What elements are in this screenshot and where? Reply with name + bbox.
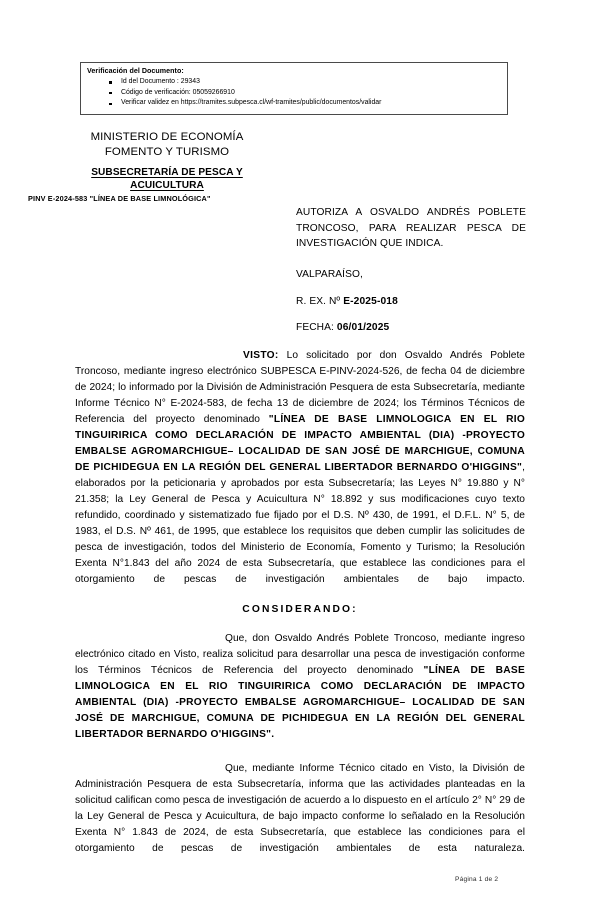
- paragraph-visto: [75, 348, 525, 588]
- considerando-1-text: Que, don Osvaldo Andrés Poblete Troncoso, mediante ingreso electrónico citado en Visto, realiza solicitud para desarrollar una pesca de investigación conforme los Términos Técnicos de Referencia del proyecto denominado: [75, 633, 525, 677]
- considerando-2-text: Que, mediante Informe Técnico citado en Visto, la División de Administración Pesquera de esta Subsecretaría, informa que las actividades planteadas en la solicitud califican como pesca de investigación de acuerdo a lo dispuesto en el artículo 2° N° 29 de la Ley General de Pesca y Acuicultura, de bajo impacto conforme lo señalado en la Resolución Exenta N° 1.843 de 2024, de esta Subsecretaría, que establece las condiciones para el otorgamiento de pescas de investigación ambientales de esta naturaleza.: [75, 763, 525, 855]
- resolution-number-value: E-2025-018: [343, 295, 398, 307]
- visto-text-part-2: , elaborados por la peticionaria y aprobados por esta Subsecretaría; las Leyes N° 19.880 y N° 21.358; la Ley General de Pesca y Acuicultura N° 18.892 y sus modificaciones cuyo texto refundido, coordinado y sistematizado fue fijado por el D.S. Nº 430, de 1991, el D.F.L. N° 5, de 1983, el D.S. Nº 461, de 1995, que establece los requisitos que deben cumplir las solicitudes de pesca de investigación, todos del Ministerio de Economía, Fomento y Turismo; la Resolución Exenta N°1.843 del año 2024 de esta Subsecretaría, que establece las condiciones para el otorgamiento de pescas de investigación ambientales de bajo impacto.: [75, 462, 525, 586]
- verification-item-url: Verificar validez en https://tramites.subpesca.cl/wf-tramites/public/documentos/validar: [87, 98, 501, 109]
- ministry-masthead: [28, 130, 292, 203]
- visto-project-title: "LÍNEA DE BASE LIMNOLOGICA EN EL RIO TINGUIRIRICA COMO DECLARACIÓN DE IMPACTO AMBIENTAL (DIA) -PROYECTO EMBALSE AGROMARCHIGUE– LOCALIDAD DE SAN JOSÉ DE MARCHIGUE, COMUNA DE PICHIDEGUA EN LA REGIÓN DEL GENERAL LIBERTADOR BERNARDO O'HIGGINS": [75, 414, 525, 474]
- subsecretaria-line-1: SUBSECRETARÍA DE PESCA Y: [91, 167, 243, 179]
- resolution-number-line: [296, 296, 526, 307]
- visto-label: VISTO:: [243, 350, 279, 361]
- paragraph-considerando-2: [75, 761, 525, 857]
- subsecretaria-heading: [42, 166, 292, 192]
- subsecretaria-line-2: ACUICULTURA: [130, 180, 204, 192]
- document-body: [75, 348, 525, 870]
- resolution-date-value: 06/01/2025: [336, 321, 390, 333]
- resolution-subject: AUTORIZA A OSVALDO ANDRÉS POBLETE TRONCOSO, PARA REALIZAR PESCA DE INVESTIGACIÓN QUE INDICA.: [296, 207, 526, 250]
- resolution-header-block: [296, 205, 526, 333]
- verification-details-list: [87, 77, 501, 109]
- resolution-number-label: R. EX. Nº: [296, 295, 344, 307]
- verification-box-title: Verificación del Documento:: [87, 67, 184, 75]
- ministry-name-line-2: FOMENTO Y TURISMO: [104, 145, 230, 158]
- considerando-1-project-title: "LÍNEA DE BASE LIMNOLOGICA EN EL RIO TINGUIRIRICA COMO DECLARACIÓN DE IMPACTO AMBIENTAL (DIA) -PROYECTO EMBALSE AGROMARCHIGUE– LOCALIDAD DE SAN JOSÉ DE MARCHIGUE, COMUNA DE PICHIDEGUA EN LA REGIÓN DEL GENERAL LIBERTADOR BERNARDO O'HIGGINS".: [75, 665, 525, 741]
- resolution-date-label: FECHA:: [296, 321, 337, 333]
- verification-item-code: Código de verificación: 05059266910: [87, 88, 501, 99]
- resolution-date-line: [296, 322, 526, 333]
- resolution-place: VALPARAÍSO,: [296, 268, 363, 280]
- verification-item-document-id: Id del Documento : 29343: [87, 77, 501, 88]
- document-verification-box: [80, 62, 508, 115]
- paragraph-considerando-1: [75, 631, 525, 743]
- considerando-heading: CONSIDERANDO:: [242, 604, 358, 616]
- visto-text-part-1: Lo solicitado por don Osvaldo Andrés Poblete Troncoso, mediante ingreso electrónico SUBPESCA E-PINV-2024-526, de fecha 04 de diciembre de 2024; lo informado por la División de Administración Pesquera de esta Subsecretaría, mediante Informe Técnico N° E-2024-583, de fecha 13 de diciembre de 2024; los Términos Técnicos de Referencia del proyecto denominado: [75, 350, 525, 426]
- page-number-footer: Página 1 de 2: [455, 876, 499, 883]
- ministry-name-line-1: MINISTERIO DE ECONOMÍA: [90, 131, 244, 143]
- project-code-reference: PINV E-2024-583 "LÍNEA DE BASE LIMNOLÓGICA": [28, 194, 211, 203]
